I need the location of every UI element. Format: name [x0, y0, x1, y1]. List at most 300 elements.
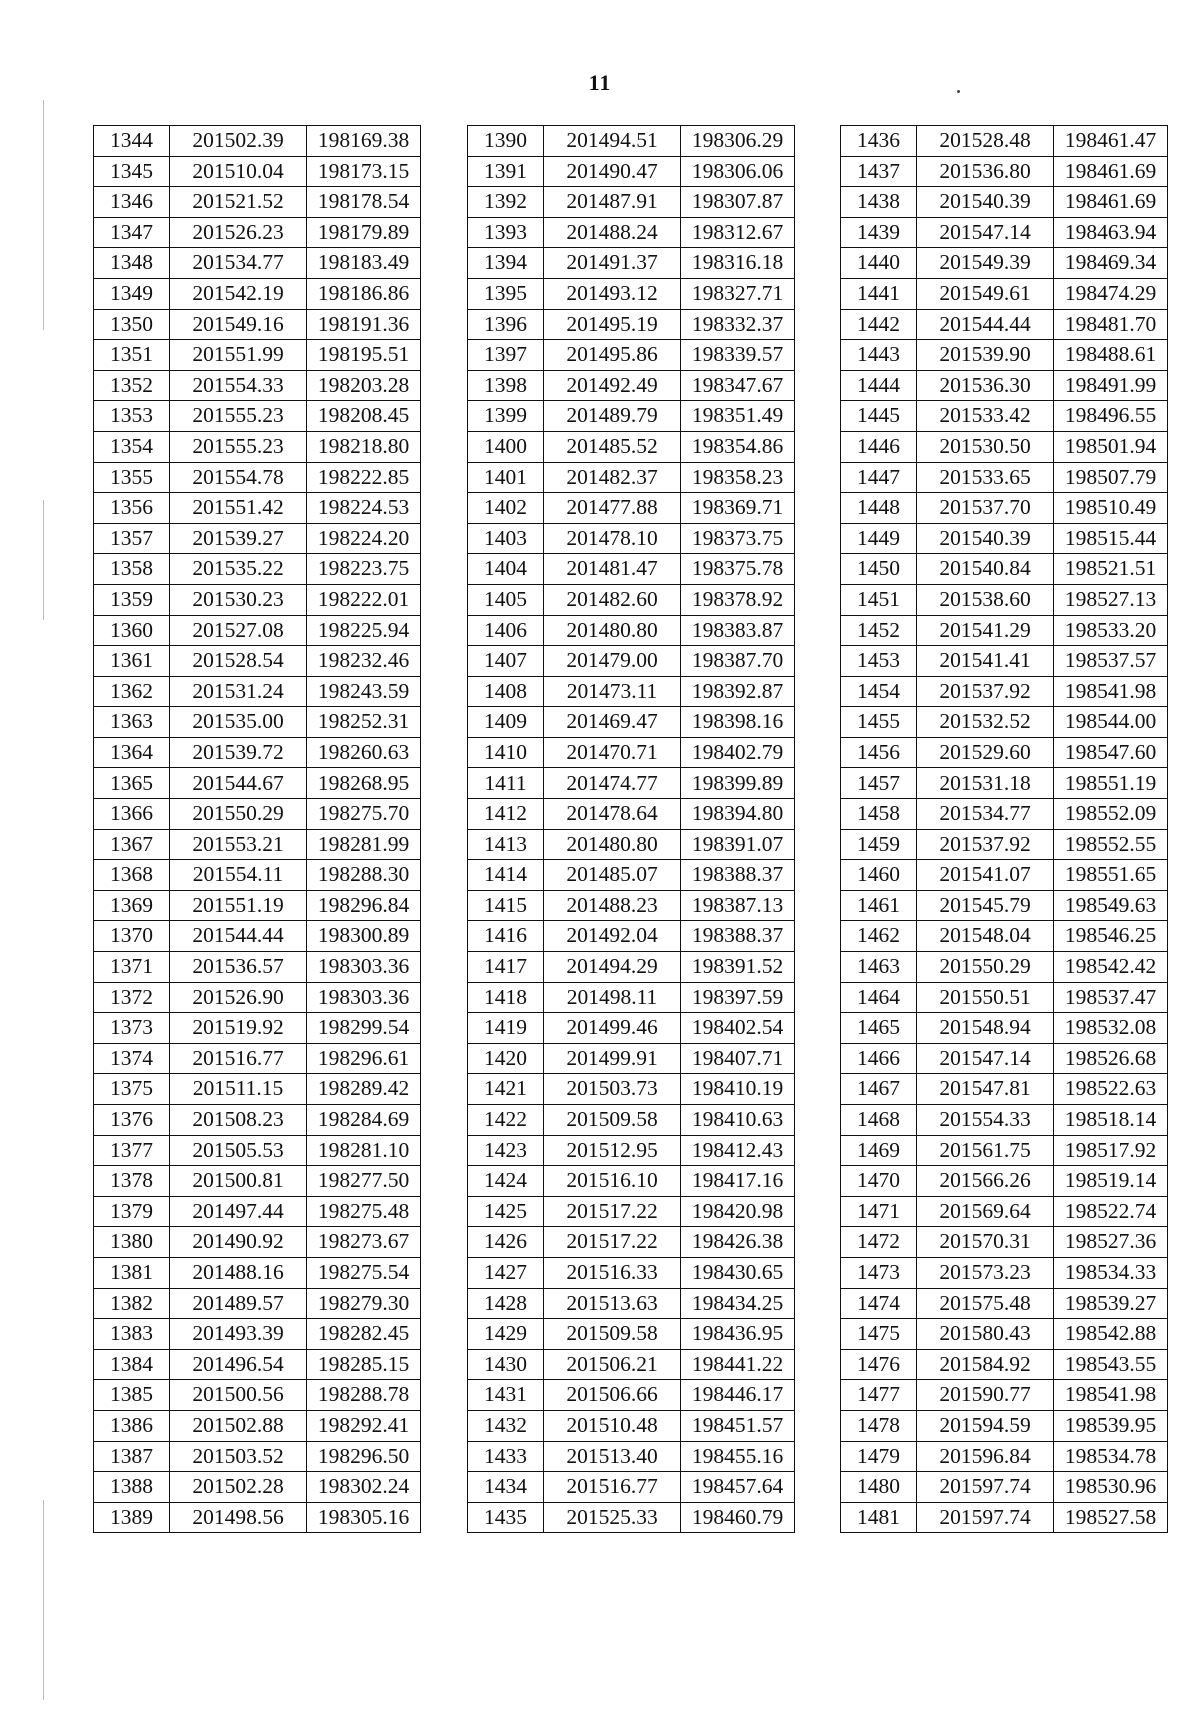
x-coordinate-cell: 201508.23: [170, 1105, 307, 1136]
y-coordinate-cell: 198296.61: [307, 1043, 421, 1074]
y-coordinate-cell: 198399.89: [681, 768, 795, 799]
table-row: [94, 1166, 421, 1197]
point-number-cell: 1374: [94, 1043, 170, 1074]
point-number-cell: 1415: [468, 890, 544, 921]
table-row: [841, 1166, 1168, 1197]
y-coordinate-cell: 198378.92: [681, 584, 795, 615]
x-coordinate-cell: 201539.90: [917, 340, 1054, 371]
y-coordinate-cell: 198305.16: [307, 1502, 421, 1533]
y-coordinate-cell: 198491.99: [1054, 370, 1168, 401]
point-number-cell: 1388: [94, 1472, 170, 1503]
table-row: [468, 768, 795, 799]
point-number-cell: 1429: [468, 1319, 544, 1350]
point-number-cell: 1417: [468, 952, 544, 983]
x-coordinate-cell: 201537.92: [917, 829, 1054, 860]
table-row: [468, 1472, 795, 1503]
point-number-cell: 1422: [468, 1105, 544, 1136]
y-coordinate-cell: 198300.89: [307, 921, 421, 952]
table-row: [841, 1043, 1168, 1074]
point-number-cell: 1403: [468, 523, 544, 554]
point-number-cell: 1468: [841, 1105, 917, 1136]
table-row: [94, 248, 421, 279]
table-row: [841, 799, 1168, 830]
table-row: [468, 401, 795, 432]
x-coordinate-cell: 201509.58: [544, 1319, 681, 1350]
table-row: [841, 278, 1168, 309]
x-coordinate-cell: 201547.81: [917, 1074, 1054, 1105]
point-number-cell: 1358: [94, 554, 170, 585]
x-coordinate-cell: 201544.67: [170, 768, 307, 799]
x-coordinate-cell: 201528.48: [917, 126, 1054, 157]
y-coordinate-cell: 198407.71: [681, 1043, 795, 1074]
y-coordinate-cell: 198288.78: [307, 1380, 421, 1411]
point-number-cell: 1432: [468, 1410, 544, 1441]
y-coordinate-cell: 198373.75: [681, 523, 795, 554]
table-row: [468, 1196, 795, 1227]
x-coordinate-cell: 201470.71: [544, 737, 681, 768]
x-coordinate-cell: 201480.80: [544, 829, 681, 860]
x-coordinate-cell: 201551.19: [170, 890, 307, 921]
x-coordinate-cell: 201540.39: [917, 523, 1054, 554]
table-row: [468, 462, 795, 493]
y-coordinate-cell: 198532.08: [1054, 1013, 1168, 1044]
table-row: [94, 431, 421, 462]
y-coordinate-cell: 198457.64: [681, 1472, 795, 1503]
y-coordinate-cell: 198544.00: [1054, 707, 1168, 738]
table-row: [468, 1043, 795, 1074]
x-coordinate-cell: 201492.04: [544, 921, 681, 952]
x-coordinate-cell: 201529.60: [917, 737, 1054, 768]
y-coordinate-cell: 198527.58: [1054, 1502, 1168, 1533]
x-coordinate-cell: 201548.94: [917, 1013, 1054, 1044]
y-coordinate-cell: 198299.54: [307, 1013, 421, 1044]
x-coordinate-cell: 201534.77: [917, 799, 1054, 830]
point-number-cell: 1445: [841, 401, 917, 432]
x-coordinate-cell: 201513.40: [544, 1441, 681, 1472]
table-row: [94, 1349, 421, 1380]
table-row: [468, 1135, 795, 1166]
y-coordinate-cell: 198284.69: [307, 1105, 421, 1136]
y-coordinate-cell: 198303.36: [307, 982, 421, 1013]
point-number-cell: 1376: [94, 1105, 170, 1136]
table-row: [94, 1013, 421, 1044]
y-coordinate-cell: 198547.60: [1054, 737, 1168, 768]
x-coordinate-cell: 201540.84: [917, 554, 1054, 585]
scan-dot-mark: [957, 90, 960, 93]
table-row: [841, 584, 1168, 615]
table-row: [94, 1105, 421, 1136]
y-coordinate-cell: 198306.06: [681, 156, 795, 187]
y-coordinate-cell: 198546.25: [1054, 921, 1168, 952]
point-number-cell: 1478: [841, 1410, 917, 1441]
y-coordinate-cell: 198285.15: [307, 1349, 421, 1380]
x-coordinate-cell: 201495.86: [544, 340, 681, 371]
x-coordinate-cell: 201597.74: [917, 1502, 1054, 1533]
point-number-cell: 1436: [841, 126, 917, 157]
x-coordinate-cell: 201541.29: [917, 615, 1054, 646]
y-coordinate-cell: 198551.65: [1054, 860, 1168, 891]
x-coordinate-cell: 201537.70: [917, 493, 1054, 524]
point-number-cell: 1370: [94, 921, 170, 952]
y-coordinate-cell: 198412.43: [681, 1135, 795, 1166]
y-coordinate-cell: 198539.27: [1054, 1288, 1168, 1319]
y-coordinate-cell: 198410.63: [681, 1105, 795, 1136]
y-coordinate-cell: 198243.59: [307, 676, 421, 707]
table-row: [94, 1074, 421, 1105]
point-number-cell: 1477: [841, 1380, 917, 1411]
table-row: [841, 1074, 1168, 1105]
x-coordinate-cell: 201541.07: [917, 860, 1054, 891]
y-coordinate-cell: 198542.42: [1054, 952, 1168, 983]
y-coordinate-cell: 198455.16: [681, 1441, 795, 1472]
table-row: [468, 1319, 795, 1350]
table-row: [94, 1227, 421, 1258]
x-coordinate-cell: 201575.48: [917, 1288, 1054, 1319]
y-coordinate-cell: 198186.86: [307, 278, 421, 309]
y-coordinate-cell: 198222.85: [307, 462, 421, 493]
table-row: [468, 860, 795, 891]
x-coordinate-cell: 201505.53: [170, 1135, 307, 1166]
point-number-cell: 1380: [94, 1227, 170, 1258]
y-coordinate-cell: 198527.13: [1054, 584, 1168, 615]
table-row: [94, 584, 421, 615]
point-number-cell: 1371: [94, 952, 170, 983]
point-number-cell: 1390: [468, 126, 544, 157]
table-row: [94, 126, 421, 157]
x-coordinate-cell: 201548.04: [917, 921, 1054, 952]
x-coordinate-cell: 201510.04: [170, 156, 307, 187]
y-coordinate-cell: 198474.29: [1054, 278, 1168, 309]
y-coordinate-cell: 198296.84: [307, 890, 421, 921]
x-coordinate-cell: 201489.79: [544, 401, 681, 432]
x-coordinate-cell: 201482.37: [544, 462, 681, 493]
x-coordinate-cell: 201594.59: [917, 1410, 1054, 1441]
point-number-cell: 1439: [841, 217, 917, 248]
point-number-cell: 1462: [841, 921, 917, 952]
point-number-cell: 1437: [841, 156, 917, 187]
x-coordinate-cell: 201545.79: [917, 890, 1054, 921]
x-coordinate-cell: 201490.47: [544, 156, 681, 187]
point-number-cell: 1412: [468, 799, 544, 830]
x-coordinate-cell: 201493.39: [170, 1319, 307, 1350]
y-coordinate-cell: 198461.69: [1054, 187, 1168, 218]
y-coordinate-cell: 198436.95: [681, 1319, 795, 1350]
x-coordinate-cell: 201531.18: [917, 768, 1054, 799]
y-coordinate-cell: 198387.13: [681, 890, 795, 921]
table-row: [94, 462, 421, 493]
y-coordinate-cell: 198369.71: [681, 493, 795, 524]
y-coordinate-cell: 198281.10: [307, 1135, 421, 1166]
y-coordinate-cell: 198517.92: [1054, 1135, 1168, 1166]
x-coordinate-cell: 201485.07: [544, 860, 681, 891]
table-row: [468, 493, 795, 524]
y-coordinate-cell: 198347.67: [681, 370, 795, 401]
point-number-cell: 1447: [841, 462, 917, 493]
table-row: [468, 1166, 795, 1197]
point-number-cell: 1460: [841, 860, 917, 891]
point-number-cell: 1479: [841, 1441, 917, 1472]
y-coordinate-cell: 198552.55: [1054, 829, 1168, 860]
x-coordinate-cell: 201516.10: [544, 1166, 681, 1197]
y-coordinate-cell: 198541.98: [1054, 676, 1168, 707]
table-row: [94, 1257, 421, 1288]
x-coordinate-cell: 201488.24: [544, 217, 681, 248]
point-number-cell: 1406: [468, 615, 544, 646]
table-row: [94, 156, 421, 187]
scan-margin-line: [43, 100, 44, 330]
point-number-cell: 1353: [94, 401, 170, 432]
x-coordinate-cell: 201542.19: [170, 278, 307, 309]
y-coordinate-cell: 198339.57: [681, 340, 795, 371]
y-coordinate-cell: 198451.57: [681, 1410, 795, 1441]
x-coordinate-cell: 201485.52: [544, 431, 681, 462]
point-number-cell: 1452: [841, 615, 917, 646]
point-number-cell: 1349: [94, 278, 170, 309]
y-coordinate-cell: 198394.80: [681, 799, 795, 830]
x-coordinate-cell: 201496.54: [170, 1349, 307, 1380]
x-coordinate-cell: 201512.95: [544, 1135, 681, 1166]
table-row: [468, 707, 795, 738]
point-number-cell: 1463: [841, 952, 917, 983]
x-coordinate-cell: 201580.43: [917, 1319, 1054, 1350]
table-row: [841, 554, 1168, 585]
point-number-cell: 1361: [94, 646, 170, 677]
x-coordinate-cell: 201536.57: [170, 952, 307, 983]
table-row: [468, 1257, 795, 1288]
point-number-cell: 1465: [841, 1013, 917, 1044]
point-number-cell: 1381: [94, 1257, 170, 1288]
x-coordinate-cell: 201498.56: [170, 1502, 307, 1533]
x-coordinate-cell: 201493.12: [544, 278, 681, 309]
table-row: [841, 340, 1168, 371]
x-coordinate-cell: 201488.23: [544, 890, 681, 921]
table-row: [841, 1319, 1168, 1350]
y-coordinate-cell: 198183.49: [307, 248, 421, 279]
y-coordinate-cell: 198549.63: [1054, 890, 1168, 921]
y-coordinate-cell: 198537.57: [1054, 646, 1168, 677]
x-coordinate-cell: 201539.27: [170, 523, 307, 554]
table-row: [841, 615, 1168, 646]
x-coordinate-cell: 201549.61: [917, 278, 1054, 309]
table-row: [841, 493, 1168, 524]
point-number-cell: 1423: [468, 1135, 544, 1166]
point-number-cell: 1401: [468, 462, 544, 493]
table-row: [841, 401, 1168, 432]
point-number-cell: 1431: [468, 1380, 544, 1411]
table-row: [94, 278, 421, 309]
x-coordinate-cell: 201584.92: [917, 1349, 1054, 1380]
x-coordinate-cell: 201528.54: [170, 646, 307, 677]
table-row: [468, 1441, 795, 1472]
y-coordinate-cell: 198469.34: [1054, 248, 1168, 279]
y-coordinate-cell: 198515.44: [1054, 523, 1168, 554]
point-number-cell: 1364: [94, 737, 170, 768]
table-row: [841, 187, 1168, 218]
table-row: [841, 309, 1168, 340]
table-row: [94, 1196, 421, 1227]
point-number-cell: 1386: [94, 1410, 170, 1441]
point-number-cell: 1354: [94, 431, 170, 462]
point-number-cell: 1385: [94, 1380, 170, 1411]
point-number-cell: 1383: [94, 1319, 170, 1350]
x-coordinate-cell: 201494.51: [544, 126, 681, 157]
table-row: [841, 431, 1168, 462]
y-coordinate-cell: 198533.20: [1054, 615, 1168, 646]
point-number-cell: 1450: [841, 554, 917, 585]
point-number-cell: 1426: [468, 1227, 544, 1258]
point-number-cell: 1391: [468, 156, 544, 187]
point-number-cell: 1395: [468, 278, 544, 309]
point-number-cell: 1407: [468, 646, 544, 677]
y-coordinate-cell: 198461.69: [1054, 156, 1168, 187]
y-coordinate-cell: 198260.63: [307, 737, 421, 768]
table-row: [468, 952, 795, 983]
x-coordinate-cell: 201527.08: [170, 615, 307, 646]
y-coordinate-cell: 198537.47: [1054, 982, 1168, 1013]
table-row: [841, 1013, 1168, 1044]
x-coordinate-cell: 201540.39: [917, 187, 1054, 218]
y-coordinate-cell: 198275.54: [307, 1257, 421, 1288]
point-number-cell: 1394: [468, 248, 544, 279]
x-coordinate-cell: 201499.46: [544, 1013, 681, 1044]
y-coordinate-cell: 198488.61: [1054, 340, 1168, 371]
y-coordinate-cell: 198292.41: [307, 1410, 421, 1441]
x-coordinate-cell: 201533.42: [917, 401, 1054, 432]
point-number-cell: 1344: [94, 126, 170, 157]
table-row: [94, 401, 421, 432]
table-row: [841, 1349, 1168, 1380]
point-number-cell: 1346: [94, 187, 170, 218]
y-coordinate-cell: 198169.38: [307, 126, 421, 157]
x-coordinate-cell: 201535.22: [170, 554, 307, 585]
table-row: [841, 217, 1168, 248]
table-row: [841, 1472, 1168, 1503]
x-coordinate-cell: 201555.23: [170, 431, 307, 462]
table-row: [841, 1196, 1168, 1227]
x-coordinate-cell: 201500.56: [170, 1380, 307, 1411]
point-number-cell: 1451: [841, 584, 917, 615]
x-coordinate-cell: 201539.72: [170, 737, 307, 768]
x-coordinate-cell: 201492.49: [544, 370, 681, 401]
y-coordinate-cell: 198388.37: [681, 921, 795, 952]
x-coordinate-cell: 201473.11: [544, 676, 681, 707]
table-row: [94, 615, 421, 646]
point-number-cell: 1365: [94, 768, 170, 799]
x-coordinate-cell: 201510.48: [544, 1410, 681, 1441]
table-row: [468, 615, 795, 646]
x-coordinate-cell: 201487.91: [544, 187, 681, 218]
table-row: [468, 1074, 795, 1105]
point-number-cell: 1435: [468, 1502, 544, 1533]
x-coordinate-cell: 201489.57: [170, 1288, 307, 1319]
table-row: [94, 1502, 421, 1533]
y-coordinate-cell: 198225.94: [307, 615, 421, 646]
table-row: [841, 737, 1168, 768]
point-number-cell: 1400: [468, 431, 544, 462]
x-coordinate-cell: 201482.60: [544, 584, 681, 615]
y-coordinate-cell: 198306.29: [681, 126, 795, 157]
x-coordinate-cell: 201551.99: [170, 340, 307, 371]
table-row: [841, 646, 1168, 677]
y-coordinate-cell: 198203.28: [307, 370, 421, 401]
y-coordinate-cell: 198426.38: [681, 1227, 795, 1258]
table-row: [468, 523, 795, 554]
table-row: [94, 187, 421, 218]
y-coordinate-cell: 198543.55: [1054, 1349, 1168, 1380]
point-number-cell: 1402: [468, 493, 544, 524]
table-row: [841, 676, 1168, 707]
y-coordinate-cell: 198398.16: [681, 707, 795, 738]
x-coordinate-cell: 201502.28: [170, 1472, 307, 1503]
y-coordinate-cell: 198279.30: [307, 1288, 421, 1319]
x-coordinate-cell: 201550.29: [917, 952, 1054, 983]
y-coordinate-cell: 198481.70: [1054, 309, 1168, 340]
point-number-cell: 1442: [841, 309, 917, 340]
x-coordinate-cell: 201516.77: [544, 1472, 681, 1503]
table-row: [841, 126, 1168, 157]
point-number-cell: 1352: [94, 370, 170, 401]
point-number-cell: 1419: [468, 1013, 544, 1044]
x-coordinate-cell: 201553.21: [170, 829, 307, 860]
y-coordinate-cell: 198223.75: [307, 554, 421, 585]
y-coordinate-cell: 198179.89: [307, 217, 421, 248]
point-number-cell: 1366: [94, 799, 170, 830]
point-number-cell: 1480: [841, 1472, 917, 1503]
point-number-cell: 1375: [94, 1074, 170, 1105]
x-coordinate-cell: 201534.77: [170, 248, 307, 279]
x-coordinate-cell: 201547.14: [917, 1043, 1054, 1074]
x-coordinate-cell: 201502.88: [170, 1410, 307, 1441]
point-number-cell: 1427: [468, 1257, 544, 1288]
y-coordinate-cell: 198303.36: [307, 952, 421, 983]
x-coordinate-cell: 201597.74: [917, 1472, 1054, 1503]
x-coordinate-cell: 201535.00: [170, 707, 307, 738]
point-number-cell: 1368: [94, 860, 170, 891]
point-number-cell: 1441: [841, 278, 917, 309]
y-coordinate-cell: 198208.45: [307, 401, 421, 432]
x-coordinate-cell: 201480.80: [544, 615, 681, 646]
y-coordinate-cell: 198224.53: [307, 493, 421, 524]
x-coordinate-cell: 201531.24: [170, 676, 307, 707]
point-number-cell: 1430: [468, 1349, 544, 1380]
point-number-cell: 1347: [94, 217, 170, 248]
table-row: [94, 1288, 421, 1319]
point-number-cell: 1356: [94, 493, 170, 524]
y-coordinate-cell: 198527.36: [1054, 1227, 1168, 1258]
x-coordinate-cell: 201554.33: [917, 1105, 1054, 1136]
y-coordinate-cell: 198410.19: [681, 1074, 795, 1105]
y-coordinate-cell: 198281.99: [307, 829, 421, 860]
y-coordinate-cell: 198222.01: [307, 584, 421, 615]
y-coordinate-cell: 198327.71: [681, 278, 795, 309]
x-coordinate-cell: 201590.77: [917, 1380, 1054, 1411]
x-coordinate-cell: 201503.73: [544, 1074, 681, 1105]
y-coordinate-cell: 198275.70: [307, 799, 421, 830]
x-coordinate-cell: 201477.88: [544, 493, 681, 524]
x-coordinate-cell: 201596.84: [917, 1441, 1054, 1472]
y-coordinate-cell: 198397.59: [681, 982, 795, 1013]
point-number-cell: 1469: [841, 1135, 917, 1166]
table-row: [841, 1227, 1168, 1258]
table-row: [841, 829, 1168, 860]
table-row: [841, 1380, 1168, 1411]
table-row: [94, 1410, 421, 1441]
y-coordinate-cell: 198402.79: [681, 737, 795, 768]
point-number-cell: 1449: [841, 523, 917, 554]
x-coordinate-cell: 201554.78: [170, 462, 307, 493]
scan-margin-line: [43, 500, 44, 620]
point-number-cell: 1420: [468, 1043, 544, 1074]
